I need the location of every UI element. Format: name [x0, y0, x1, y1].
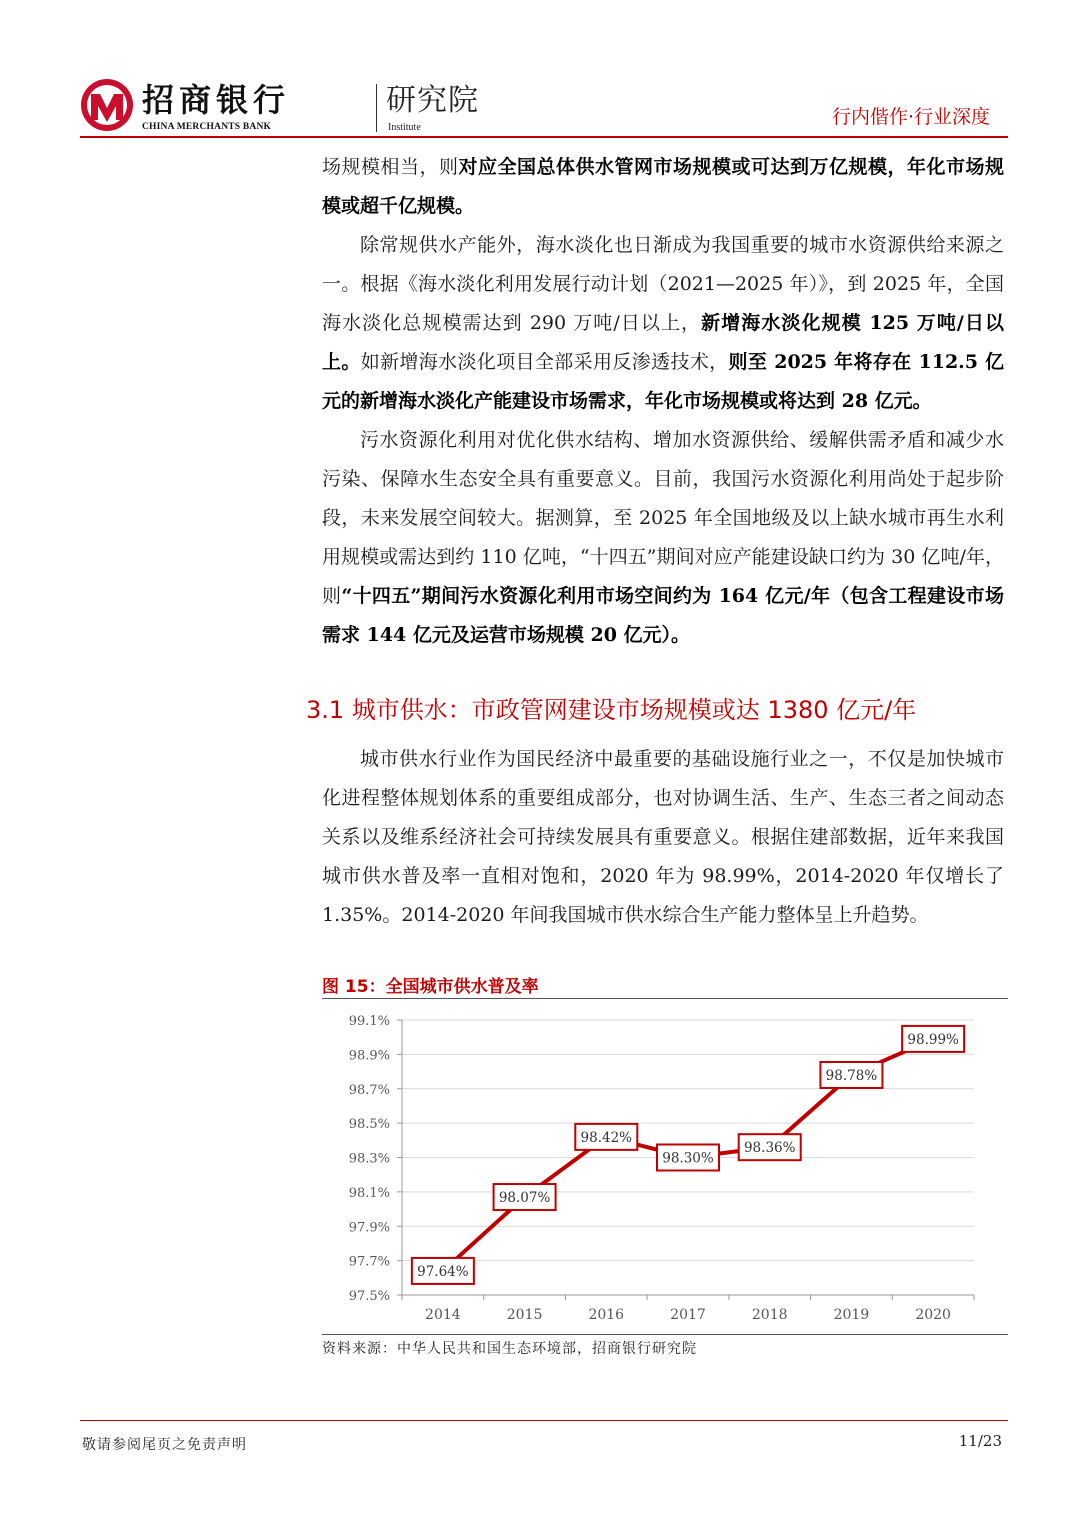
- paragraph-market-scale: [322, 148, 1004, 226]
- data-label: 98.99%: [907, 1031, 959, 1048]
- x-tick-label: 2015: [506, 1307, 543, 1323]
- x-tick-label: 2019: [833, 1307, 870, 1323]
- text-run: 场规模相当，则: [322, 156, 459, 178]
- disclaimer-note: 敬请参阅尾页之免责声明: [82, 1437, 247, 1453]
- text-run: 污水资源化利用对优化供水结构、增加水资源供给、缓解供需矛盾和减少水污染、保障水生态安全具有重要意义。目前，我国污水资源化利用尚处于起步阶段，未来发展空间较大。据测算，至 2025 年全国地级及以上缺水城市再生水利用规模或需达到约 110 亿吨，“十四五”期间对应产能建设缺口约为 30 亿吨/年，则: [322, 429, 1004, 607]
- institute-name-cn: 研究院: [386, 83, 479, 118]
- y-tick-label: 97.5%: [348, 1289, 390, 1304]
- water-supply-coverage-chart: [322, 1000, 1008, 1332]
- y-tick-label: 98.5%: [348, 1117, 390, 1133]
- bold-text-run: 新增海水淡化规模 125 万吨/日以上。: [322, 312, 1004, 373]
- y-tick-label: 97.9%: [348, 1220, 390, 1236]
- header-divider: [376, 84, 377, 132]
- text-run: 如新增海水淡化项目全部采用反渗透技术，: [360, 351, 729, 373]
- x-tick-label: 2017: [670, 1307, 706, 1323]
- x-tick-label: 2014: [425, 1307, 461, 1323]
- x-tick-label: 2018: [751, 1307, 788, 1323]
- y-tick-label: 97.7%: [348, 1254, 390, 1270]
- data-label: 98.30%: [662, 1150, 714, 1167]
- institute-name-en: Institute: [388, 122, 421, 133]
- y-tick-label: 98.7%: [348, 1082, 390, 1098]
- section-heading: 3.1 城市供水：市政管网建设市场规模或达 1380 亿元/年: [306, 696, 917, 724]
- section-body: [322, 740, 1004, 935]
- x-tick-label: 2016: [588, 1307, 625, 1323]
- y-tick-label: 98.3%: [348, 1151, 390, 1167]
- paragraph-wastewater-reuse: [322, 421, 1004, 655]
- data-label: 98.36%: [743, 1140, 796, 1157]
- bold-text-run: 则至 2025 年将存在 112.5 亿元的新增海水淡化产能建设市场需求，年化市场规模或将达到 28 亿元。: [322, 351, 1004, 412]
- page-header: [80, 78, 1008, 138]
- bold-text-run: “十四五”期间污水资源化利用市场空间约为 164 亿元/年（包含工程建设市场需求 144 亿元及运营市场规模 20 亿元）。: [322, 585, 1004, 646]
- figure-title: 图 15：全国城市供水普及率: [322, 977, 539, 997]
- data-label: 97.64%: [417, 1263, 469, 1280]
- x-tick-label: 2020: [915, 1307, 951, 1323]
- report-type-tag: 行内偕作·行业深度: [831, 106, 990, 128]
- figure-source: 资料来源：中华人民共和国生态环境部，招商银行研究院: [322, 1341, 697, 1357]
- intro-body: [322, 148, 1004, 655]
- data-label: 98.78%: [825, 1068, 878, 1084]
- paragraph-urban-water-supply: 城市供水行业作为国民经济中最重要的基础设施行业之一，不仅是加快城市化进程整体规划体系的重要组成部分，也对协调生活、生产、生态三者之间动态关系以及维系经济社会可持续发展具有重要意义。根据住建部数据，近年来我国城市供水普及率一直相对饱和，2020 年为 98.99%，2014-2020 年仅增长了 1.35%。2014-2020 年间我国城市供水综合生产能力整体呈上升趋势。: [322, 748, 1004, 926]
- figure-bottom-rule: [322, 1334, 1008, 1335]
- cmb-logo-icon: [80, 78, 134, 132]
- footer-rule: [80, 1420, 1008, 1421]
- y-tick-label: 98.1%: [348, 1185, 390, 1201]
- bold-text-run: 对应全国总体供水管网市场规模或可达到万亿规模，年化市场规模或超千亿规模。: [322, 156, 1004, 217]
- page-number: 11/23: [958, 1432, 1002, 1450]
- data-label: 98.42%: [580, 1129, 633, 1146]
- y-tick-label: 98.9%: [348, 1048, 390, 1064]
- brand-name-cn: 招商银行: [142, 81, 291, 119]
- figure-top-rule: [322, 998, 1008, 999]
- header-rule: [80, 136, 1008, 138]
- data-label: 98.07%: [498, 1190, 551, 1207]
- y-tick-label: 99.1%: [348, 1014, 390, 1029]
- brand-name-en: CHINA MERCHANTS BANK: [142, 122, 272, 132]
- text-run: 除常规供水产能外，海水淡化也日渐成为我国重要的城市水资源供给来源之一。根据《海水淡化利用发展行动计划（2021—2025 年）》，到 2025 年，全国海水淡化总规模需达到 290 万吨/日以上，: [322, 234, 1004, 334]
- paragraph-desalination: [322, 226, 1004, 421]
